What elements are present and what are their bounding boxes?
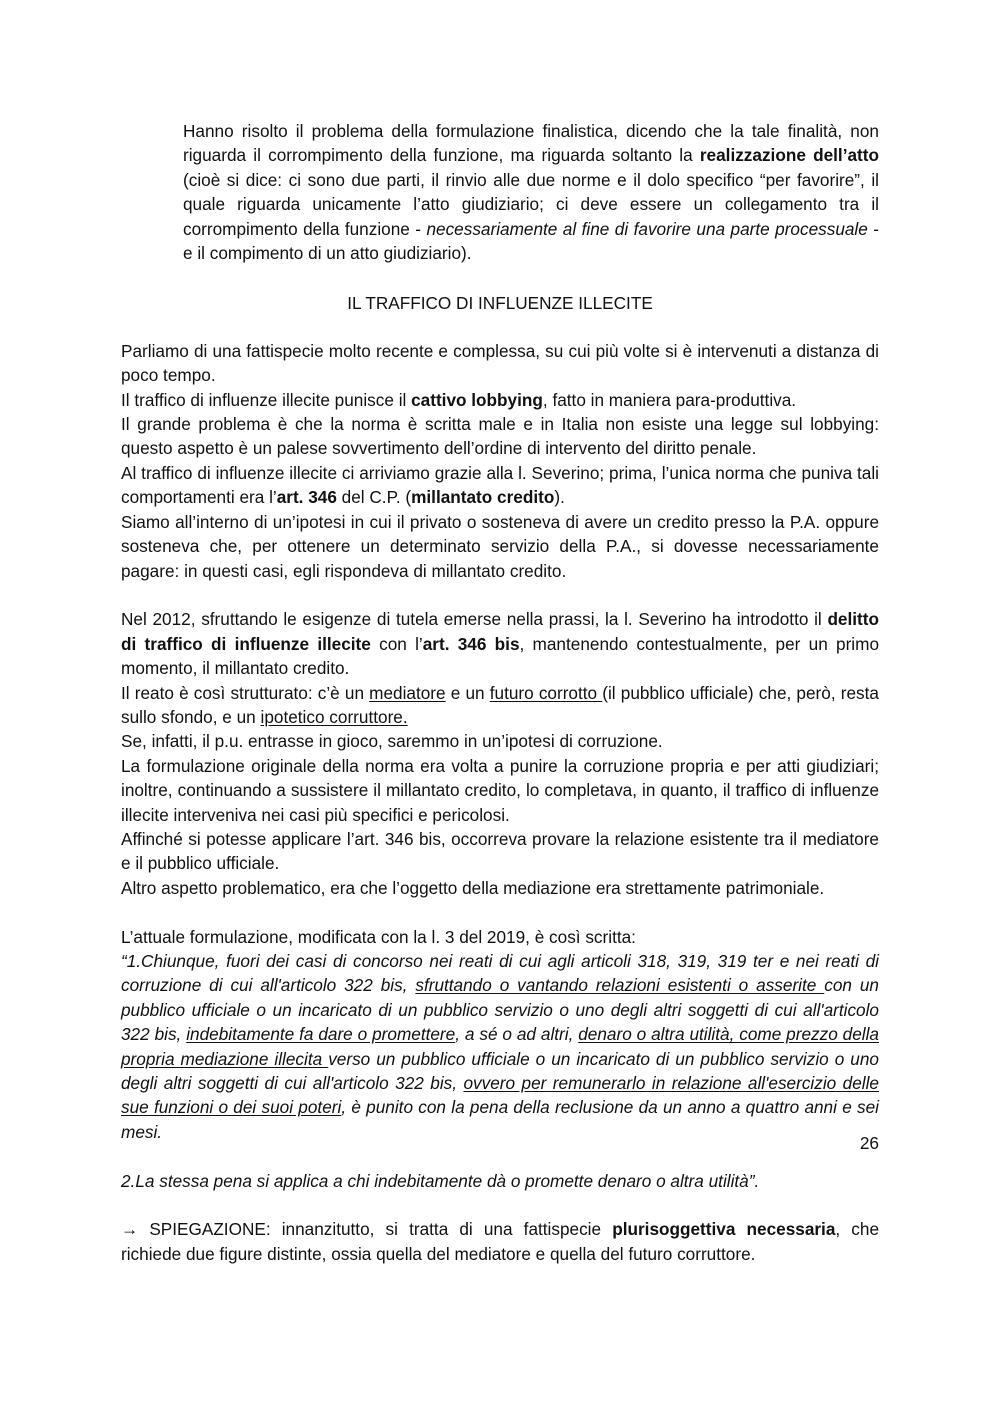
document-page — [121, 119, 879, 1266]
paragraph: Altro aspetto problematico, era che l’oggetto della mediazione era strettamente patrimoniale. — [121, 877, 825, 898]
paragraph: Parliamo di una fattispecie molto recente e complessa, su cui più volte si è intervenuti a distanza di poco tempo. — [121, 340, 879, 386]
paragraph: Il traffico di influenze illecite punisce il cattivo lobbying, fatto in maniera para-produttiva. — [121, 389, 797, 410]
law-quote: “1.Chiunque, fuori dei casi di concorso nei reati di cui agli articoli 318, 319, 319 ter e nei reati di corruzione di cui all'articolo 322 bis, sfruttando o vantando relazioni esistenti o asserite con un pubblico ufficiale o un incaricato di un pubblico servizio o uno degli altri soggetti di cui all'articolo 322 bis, indebitamente fa dare o promettere, a sé o ad altri, denaro o altra utilità, come prezzo della propria mediazione illecita verso un pubblico ufficiale o un incaricato di un pubblico servizio o uno degli altri soggetti di cui all'articolo 322 bis, ovvero per remunerarlo in relazione all'esercizio delle sue funzioni o dei suoi poteri, è punito con la pena della reclusione da un anno a quattro anni e sei mesi. — [121, 950, 879, 1142]
law-quote-2: 2.La stessa pena si applica a chi indebitamente dà o promette denaro o altra utilità”. — [121, 1170, 760, 1191]
paragraph: Se, infatti, il p.u. entrasse in gioco, saremmo in un’ipotesi di corruzione. — [121, 731, 663, 752]
page-number: 26 — [859, 1133, 879, 1153]
spacer — [121, 1144, 879, 1168]
paragraph: Il grande problema è che la norma è scritta male e in Italia non esiste una legge sul lobbying: questo aspetto è un palese sovvertimento dell’ordine di intervento del diritto penale. — [121, 414, 879, 459]
intro-paragraph: Hanno risolto il problema della formulazione finalistica, dicendo che la tale finalità, non riguarda il corrompimento della funzione, ma riguarda soltanto la realizzazione dell’atto (cioè si dice: ci sono due parti, il rinvio alle due norme e il dolo specifico “per favorire”, il quale riguarda unicamente l’atto giudiziario; ci deve essere un collegamento tra il corrompimento della funzione - necessariamente al fine di favorire una parte processuale - e il compimento di un atto giudiziario). — [183, 121, 879, 264]
paragraph: Siamo all’interno di un’ipotesi in cui il privato o sosteneva di avere un credito presso la P.A. oppure sosteneva che, per ottenere un determinato servizio della P.A., si dovesse necessariamente pagare: in questi casi, egli rispondeva di millantato credito. — [121, 511, 879, 581]
paragraph: Affinché si potesse applicare l’art. 346 bis, occorreva provare la relazione esistente tra il mediatore e il pubblico ufficiale. — [121, 828, 879, 874]
paragraph: Al traffico di influenze illecite ci arriviamo grazie alla l. Severino; prima, l’unica norma che puniva tali comportamenti era l’art. 346 del C.P. (millantato credito). — [121, 462, 879, 508]
paragraph: Nel 2012, sfruttando le esigenze di tutela emerse nella prassi, la l. Severino ha introdotto il delitto di traffico di influenze illecite con l’art. 346 bis, mantenendo contestualmente, per un primo momento, il millantato credito. — [121, 609, 880, 679]
paragraph: Il reato è così strutturato: c’è un mediatore e un futuro corrotto (il pubblico ufficiale) che, però, resta sullo sfondo, e un ipotetico corruttore. — [121, 682, 879, 727]
spacer — [121, 900, 879, 924]
spacer — [121, 583, 879, 607]
paragraph: L’attuale formulazione, modificata con la l. 3 del 2019, è così scritta: — [121, 926, 636, 947]
spacer — [121, 1193, 879, 1217]
paragraph: La formulazione originale della norma era volta a punire la corruzione propria e per atti giudiziari; inoltre, continuando a sussistere il millantato credito, lo completava, in quanto, il traffico di influenze illecite interveniva nei casi più specifici e pericolosi. — [121, 755, 879, 825]
section-heading: IL TRAFFICO DI INFLUENZE ILLECITE — [347, 293, 653, 314]
paragraph: → SPIEGAZIONE: innanzitutto, si tratta di una fattispecie plurisoggettiva necessaria, che richiede due figure distinte, ossia quella del mediatore e quella del futuro corruttore. — [121, 1219, 880, 1264]
